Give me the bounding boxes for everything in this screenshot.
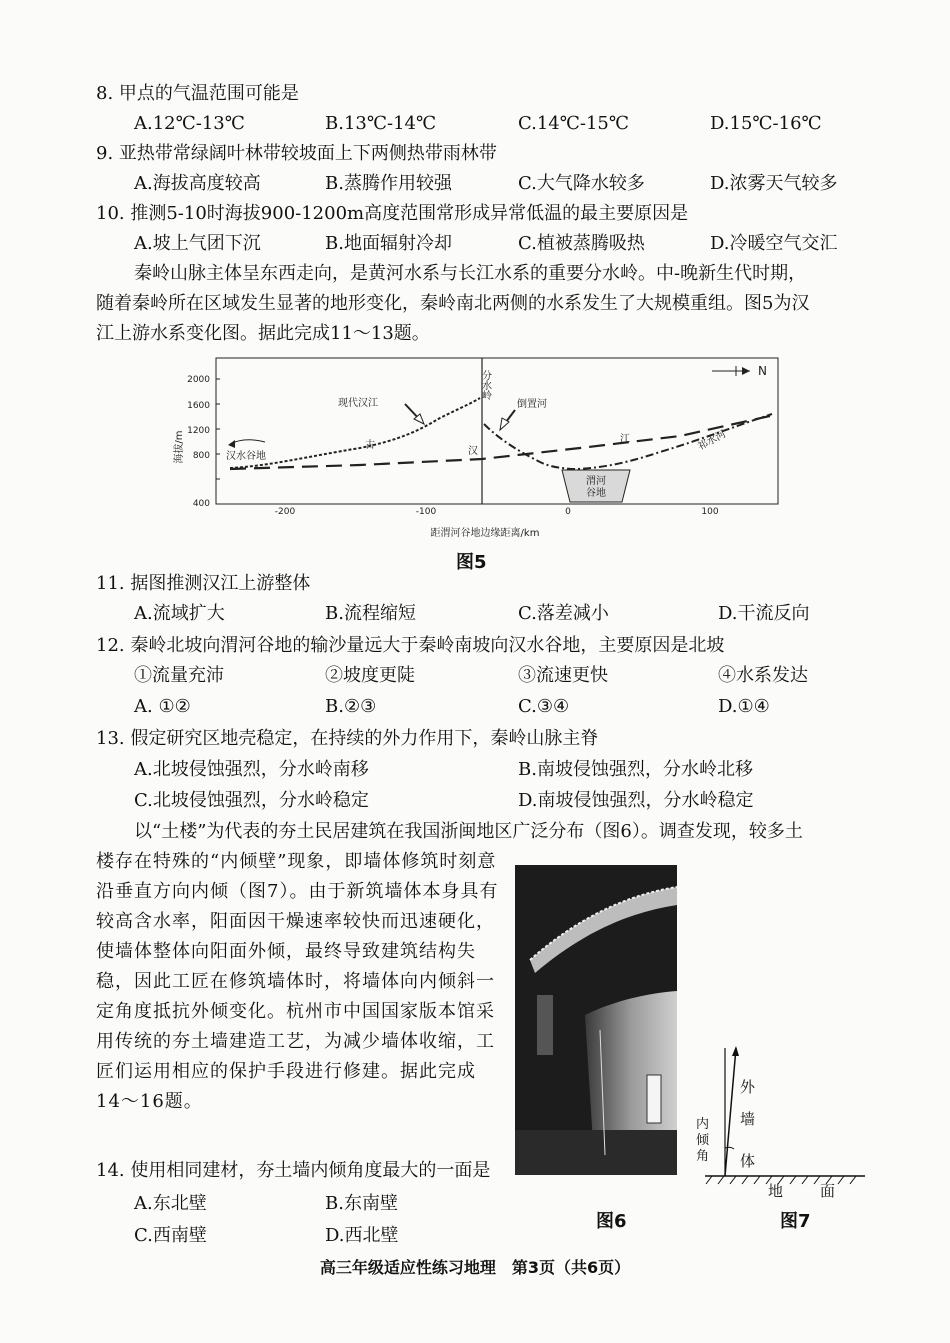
q13-option-b: B.南坡侵蚀强烈，分水岭北移 <box>518 759 753 780</box>
intro2-line: 较高含水率，阳面因干燥速率较快而迅速硬化， <box>96 911 495 932</box>
q13-option-c: C.北坡侵蚀强烈，分水岭稳定 <box>134 790 369 811</box>
figure5-xtick: 100 <box>701 507 719 517</box>
figure7-label-wall-1: 外 <box>740 1078 756 1096</box>
q12-stem: 12. 秦岭北坡向渭河谷地的输沙量远大于秦岭南坡向汉水谷地，主要原因是北坡 <box>96 635 725 656</box>
q14-option-b: B.东南壁 <box>325 1193 398 1214</box>
q11-option-d: D.干流反向 <box>718 603 810 624</box>
q11-option-c: C.落差减小 <box>518 603 609 624</box>
q8-option-c: C.14℃-15℃ <box>518 113 630 134</box>
figure6-photo <box>515 865 677 1175</box>
intro1-line-1: 秦岭山脉主体呈东西走向，是黄河水系与长江水系的重要分水岭。中-晚新生代时期， <box>134 263 807 284</box>
figure5-chart <box>160 352 790 547</box>
figure5-label-jiang: 江 <box>620 434 630 445</box>
figure7-label-wall-2: 墙 <box>740 1110 756 1128</box>
q8-option-d: D.15℃-16℃ <box>710 113 822 134</box>
figure7-label-wall-3: 体 <box>740 1152 756 1170</box>
figure5-hanshui-arrow <box>230 440 265 444</box>
q12-item-2: ②坡度更陡 <box>325 665 415 686</box>
figure7-label-ground-2: 面 <box>820 1182 836 1200</box>
q8-stem: 8. 甲点的气温范围可能是 <box>96 83 299 104</box>
intro2-body <box>96 847 516 1117</box>
intro2-line: 使墙体整体向阳面外倾，最终导致建筑结构失 <box>96 941 476 962</box>
figure6-caption: 图6 <box>596 1211 627 1232</box>
figure5-label-reversed: 倒置河 <box>517 399 547 410</box>
figure5-ytick: 2000 <box>187 375 210 385</box>
figure5-divide-label: 分水岭 <box>479 370 491 400</box>
q13-option-a: A.北坡侵蚀强烈，分水岭南移 <box>134 759 369 780</box>
q9-option-b: B.蒸腾作用较强 <box>325 173 452 194</box>
q12-item-4: ④水系发达 <box>718 665 808 686</box>
q14-option-d: D.西北壁 <box>325 1225 399 1246</box>
q12-option-a: A. ①② <box>134 696 191 717</box>
intro2-first-line: 以“土楼”为代表的夯土民居建筑在我国浙闽地区广泛分布（图6）。调查发现，较多土 <box>134 821 803 842</box>
figure5-label-weihe-2: 谷地 <box>586 488 606 499</box>
figure5-label-weihe-1: 渭河 <box>586 476 606 487</box>
q9-stem: 9. 亚热带常绿阔叶林带较坡面上下两侧热带雨林带 <box>96 143 497 164</box>
q8-option-b: B.13℃-14℃ <box>325 113 437 134</box>
figure5-xtick: 0 <box>565 507 571 517</box>
figure5-ytick: 800 <box>192 451 210 461</box>
q12-option-d: D.①④ <box>718 696 770 717</box>
q11-option-a: A.流域扩大 <box>134 603 225 624</box>
q11-stem: 11. 据图推测汉江上游整体 <box>96 573 311 594</box>
intro2-line: 稳，因此工匠在修筑墙体时，将墙体向内倾斜一 <box>96 971 495 992</box>
figure7-diagram <box>690 1040 870 1200</box>
q9-option-d: D.浓雾天气较多 <box>710 173 838 194</box>
q11-option-b: B.流程缩短 <box>325 603 416 624</box>
q12-option-b: B.②③ <box>325 696 377 717</box>
q10-option-b: B.地面辐射冷却 <box>325 233 452 254</box>
q10-option-c: C.植被蒸腾吸热 <box>518 233 645 254</box>
q12-item-1: ①流量充沛 <box>134 665 224 686</box>
figure5-xlabel: 距渭河谷地边缘距离/km <box>430 528 540 539</box>
figure5-xtick: -200 <box>274 507 296 517</box>
figure7-label-angle-3: 角 <box>696 1149 710 1164</box>
figure5-ytick: 400 <box>192 499 210 509</box>
page-footer: 高三年级适应性练习地理 第3页（共6页） <box>319 1258 631 1277</box>
figure5-ytick: 1600 <box>187 401 210 411</box>
q10-stem: 10. 推测5-10时海拔900-1200m高度范围常形成异常低温的最主要原因是 <box>96 203 689 224</box>
figure7-caption: 图7 <box>780 1211 811 1232</box>
figure5-label-gu: 古 <box>365 440 375 451</box>
figure5-caption: 图5 <box>456 552 487 573</box>
figure5-frame <box>216 358 778 504</box>
q13-stem: 13. 假定研究区地壳稳定，在持续的外力作用下，秦岭山脉主脊 <box>96 728 599 749</box>
q9-option-c: C.大气降水较多 <box>518 173 645 194</box>
figure5-label-hanshui: 汉水谷地 <box>226 451 266 462</box>
figure7-label-ground-1: 地 <box>768 1182 784 1200</box>
figure5-ytick: 1200 <box>187 426 210 436</box>
q14-stem: 14. 使用相同建材，夯土墙内倾角度最大的一面是 <box>96 1160 491 1181</box>
q12-option-c: C.③④ <box>518 696 570 717</box>
figure7-wall-line <box>725 1048 736 1176</box>
intro2-line: 用传统的夯土墙建造工艺，为减少墙体收缩，工 <box>96 1031 495 1052</box>
intro1-line-2: 随着秦岭所在区域发生显著的地形变化，秦岭南北两侧的水系发生了大规模重组。图5为汉 <box>96 293 810 314</box>
intro2-line: 楼存在特殊的“内倾壁”现象，即墙体修筑时刻意 <box>96 851 497 872</box>
q9-option-a: A.海拔高度较高 <box>134 173 261 194</box>
figure5-ancient-river <box>230 416 770 469</box>
figure5-label-modern: 现代汉江 <box>338 398 378 409</box>
q14-option-c: C.西南壁 <box>134 1225 207 1246</box>
q14-option-a: A.东北壁 <box>134 1193 207 1214</box>
north-label: N <box>758 364 767 378</box>
intro2-line: 匠们运用相应的保护手段进行修建。据此完成 <box>96 1061 476 1082</box>
q10-option-a: A.坡上气团下沉 <box>134 233 261 254</box>
intro2-line: 定角度抵抗外倾变化。杭州市中国国家版本馆采 <box>96 1001 495 1022</box>
figure7-label-angle-2: 倾 <box>696 1133 710 1148</box>
intro2-line: 沿垂直方向内倾（图7）。由于新筑墙体本身具有 <box>96 881 499 902</box>
q12-item-3: ③流速更快 <box>518 665 608 686</box>
intro1-line-3: 江上游水系变化图。据此完成11～13题。 <box>96 323 430 344</box>
figure7-label-angle-1: 内 <box>696 1117 710 1132</box>
figure5-ylabel: 海拔/m <box>174 430 185 464</box>
figure5-label-qishui: 祁水河 <box>696 428 728 453</box>
intro2-line: 14～16题。 <box>96 1091 203 1112</box>
q13-option-d: D.南坡侵蚀强烈，分水岭稳定 <box>518 790 754 811</box>
q8-option-a: A.12℃-13℃ <box>134 113 245 134</box>
figure5-xtick: -100 <box>415 507 437 517</box>
q10-option-d: D.冷暖空气交汇 <box>710 233 838 254</box>
figure5-label-han: 汉 <box>468 446 478 457</box>
